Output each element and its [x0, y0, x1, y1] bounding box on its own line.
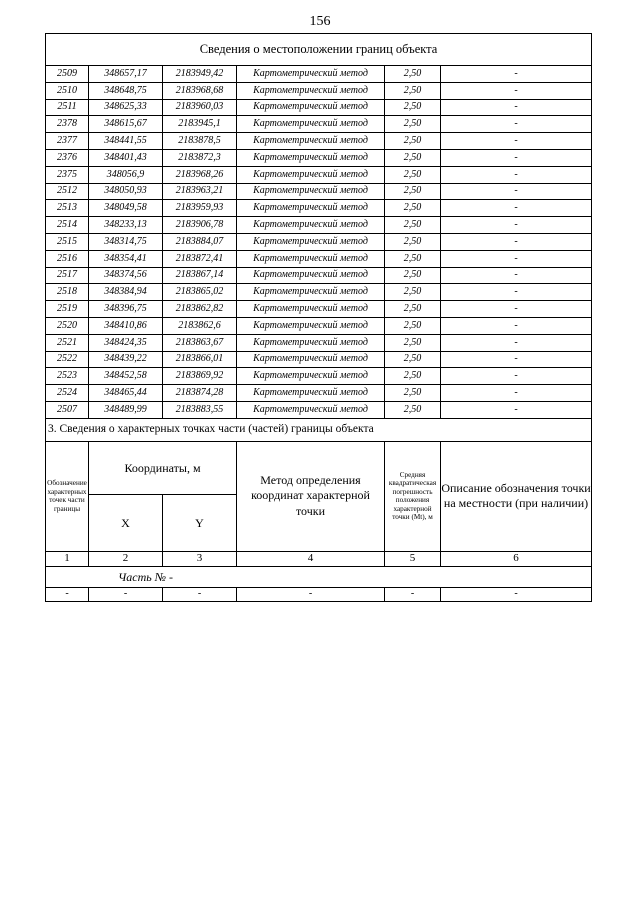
- description-cell: -: [441, 82, 592, 99]
- table-row: [46, 301, 592, 318]
- accuracy-cell: 2,50: [385, 116, 441, 133]
- accuracy-cell: 2,50: [385, 385, 441, 402]
- description-cell: -: [441, 334, 592, 351]
- description-cell: -: [441, 149, 592, 166]
- point-number-cell: 2524: [46, 385, 89, 402]
- y-coordinate-cell: 2183963,21: [163, 183, 237, 200]
- table-row: [46, 166, 592, 183]
- x-coordinate-cell: 348452,58: [89, 368, 163, 385]
- y-coordinate-cell: 2183906,78: [163, 217, 237, 234]
- x-coordinate-cell: 348314,75: [89, 233, 163, 250]
- point-number-cell: 2519: [46, 301, 89, 318]
- accuracy-cell: 2,50: [385, 267, 441, 284]
- description-cell: -: [441, 401, 592, 418]
- method-cell: Картометрический метод: [237, 284, 385, 301]
- part-label: Часть № -: [46, 566, 592, 587]
- y-coordinate-cell: 2183872,41: [163, 250, 237, 267]
- method-cell: Картометрический метод: [237, 334, 385, 351]
- table-row: [46, 82, 592, 99]
- column-number: 3: [163, 551, 237, 566]
- x-header: X: [89, 494, 163, 551]
- point-number-cell: 2513: [46, 200, 89, 217]
- x-coordinate-cell: 348374,56: [89, 267, 163, 284]
- method-cell: Картометрический метод: [237, 301, 385, 318]
- method-cell: Картометрический метод: [237, 233, 385, 250]
- method-cell: Картометрический метод: [237, 217, 385, 234]
- table-row: [46, 334, 592, 351]
- y-coordinate-cell: 2183945,1: [163, 116, 237, 133]
- y-coordinate-cell: 2183960,03: [163, 99, 237, 116]
- accuracy-cell: 2,50: [385, 233, 441, 250]
- x-coordinate-cell: 348489,99: [89, 401, 163, 418]
- x-coordinate-cell: 348439,22: [89, 351, 163, 368]
- boundary-table: [45, 33, 592, 602]
- y-coordinate-cell: 2183949,42: [163, 66, 237, 83]
- table-row: [46, 66, 592, 83]
- accuracy-cell: 2,50: [385, 284, 441, 301]
- method-cell: Картометрический метод: [237, 166, 385, 183]
- column-number: 5: [385, 551, 441, 566]
- method-cell: Картометрический метод: [237, 99, 385, 116]
- point-number-cell: 2376: [46, 149, 89, 166]
- point-number-cell: 2518: [46, 284, 89, 301]
- method-cell: Картометрический метод: [237, 116, 385, 133]
- empty-cell: -: [163, 587, 237, 601]
- table-row: [46, 217, 592, 234]
- y-coordinate-cell: 2183869,92: [163, 368, 237, 385]
- accuracy-cell: 2,50: [385, 217, 441, 234]
- method-cell: Картометрический метод: [237, 149, 385, 166]
- description-cell: -: [441, 385, 592, 402]
- y-coordinate-cell: 2183883,55: [163, 401, 237, 418]
- point-number-cell: 2510: [46, 82, 89, 99]
- x-coordinate-cell: 348233,13: [89, 217, 163, 234]
- point-number-cell: 2517: [46, 267, 89, 284]
- point-number-cell: 2377: [46, 133, 89, 150]
- y-coordinate-cell: 2183867,14: [163, 267, 237, 284]
- y-header: Y: [163, 494, 237, 551]
- empty-cell: -: [385, 587, 441, 601]
- column-number: 6: [441, 551, 592, 566]
- x-coordinate-cell: 348410,86: [89, 317, 163, 334]
- accuracy-cell: 2,50: [385, 82, 441, 99]
- accuracy-cell: 2,50: [385, 368, 441, 385]
- accuracy-cell: 2,50: [385, 401, 441, 418]
- description-cell: -: [441, 233, 592, 250]
- y-coordinate-cell: 2183872,3: [163, 149, 237, 166]
- point-number-cell: 2520: [46, 317, 89, 334]
- y-coordinate-cell: 2183866,01: [163, 351, 237, 368]
- accuracy-header: Средняя квадратическая погрешность положения характерной точки (Mt), м: [385, 441, 441, 551]
- x-coordinate-cell: 348384,94: [89, 284, 163, 301]
- y-coordinate-cell: 2183874,28: [163, 385, 237, 402]
- table-row: [46, 385, 592, 402]
- table-row: [46, 284, 592, 301]
- point-number-cell: 2516: [46, 250, 89, 267]
- description-cell: -: [441, 200, 592, 217]
- method-cell: Картометрический метод: [237, 351, 385, 368]
- y-coordinate-cell: 2183862,82: [163, 301, 237, 318]
- description-cell: -: [441, 317, 592, 334]
- point-number-cell: 2523: [46, 368, 89, 385]
- method-cell: Картометрический метод: [237, 385, 385, 402]
- x-coordinate-cell: 348648,75: [89, 82, 163, 99]
- accuracy-cell: 2,50: [385, 66, 441, 83]
- method-cell: Картометрический метод: [237, 183, 385, 200]
- accuracy-cell: 2,50: [385, 351, 441, 368]
- table-row: [46, 267, 592, 284]
- y-coordinate-cell: 2183968,68: [163, 82, 237, 99]
- description-cell: -: [441, 250, 592, 267]
- point-number-cell: 2511: [46, 99, 89, 116]
- x-coordinate-cell: 348401,43: [89, 149, 163, 166]
- accuracy-cell: 2,50: [385, 133, 441, 150]
- accuracy-cell: 2,50: [385, 99, 441, 116]
- x-coordinate-cell: 348354,41: [89, 250, 163, 267]
- table-row: [46, 233, 592, 250]
- x-coordinate-cell: 348441,55: [89, 133, 163, 150]
- table-row: [46, 351, 592, 368]
- description-cell: -: [441, 99, 592, 116]
- column-number: 4: [237, 551, 385, 566]
- method-header: Метод определения координат характерной точки: [237, 441, 385, 551]
- point-number-cell: 2509: [46, 66, 89, 83]
- table-row: [46, 200, 592, 217]
- accuracy-cell: 2,50: [385, 200, 441, 217]
- method-cell: Картометрический метод: [237, 133, 385, 150]
- method-cell: Картометрический метод: [237, 82, 385, 99]
- description-header: Описание обозначения точки на местности (при наличии): [441, 441, 592, 551]
- description-cell: -: [441, 284, 592, 301]
- x-coordinate-cell: 348615,67: [89, 116, 163, 133]
- table-row: [46, 183, 592, 200]
- table-row: [46, 250, 592, 267]
- point-number-cell: 2514: [46, 217, 89, 234]
- description-cell: -: [441, 133, 592, 150]
- x-coordinate-cell: 348657,17: [89, 66, 163, 83]
- x-coordinate-cell: 348465,44: [89, 385, 163, 402]
- x-coordinate-cell: 348050,93: [89, 183, 163, 200]
- table-row: [46, 401, 592, 418]
- point-number-cell: 2378: [46, 116, 89, 133]
- designation-header: Обозначение характерных точек части границы: [46, 441, 89, 551]
- table-row: [46, 317, 592, 334]
- column-number: 2: [89, 551, 163, 566]
- accuracy-cell: 2,50: [385, 317, 441, 334]
- column-number: 1: [46, 551, 89, 566]
- accuracy-cell: 2,50: [385, 166, 441, 183]
- accuracy-cell: 2,50: [385, 149, 441, 166]
- table-row: [46, 116, 592, 133]
- method-cell: Картометрический метод: [237, 368, 385, 385]
- table-row: [46, 149, 592, 166]
- y-coordinate-cell: 2183863,67: [163, 334, 237, 351]
- description-cell: -: [441, 116, 592, 133]
- point-number-cell: 2512: [46, 183, 89, 200]
- point-number-cell: 2507: [46, 401, 89, 418]
- description-cell: -: [441, 166, 592, 183]
- method-cell: Картометрический метод: [237, 200, 385, 217]
- y-coordinate-cell: 2183884,07: [163, 233, 237, 250]
- empty-cell: -: [89, 587, 163, 601]
- description-cell: -: [441, 217, 592, 234]
- empty-cell: -: [46, 587, 89, 601]
- empty-cell: -: [237, 587, 385, 601]
- accuracy-cell: 2,50: [385, 250, 441, 267]
- x-coordinate-cell: 348625,33: [89, 99, 163, 116]
- x-coordinate-cell: 348049,58: [89, 200, 163, 217]
- empty-cell: -: [441, 587, 592, 601]
- section3-title: 3. Сведения о характерных точках части (частей) границы объекта: [46, 418, 592, 441]
- y-coordinate-cell: 2183862,6: [163, 317, 237, 334]
- description-cell: -: [441, 301, 592, 318]
- description-cell: -: [441, 267, 592, 284]
- page-number: 156: [309, 14, 331, 29]
- method-cell: Картометрический метод: [237, 267, 385, 284]
- point-number-cell: 2521: [46, 334, 89, 351]
- description-cell: -: [441, 368, 592, 385]
- accuracy-cell: 2,50: [385, 301, 441, 318]
- method-cell: Картометрический метод: [237, 66, 385, 83]
- table-row: [46, 133, 592, 150]
- method-cell: Картометрический метод: [237, 401, 385, 418]
- x-coordinate-cell: 348056,9: [89, 166, 163, 183]
- x-coordinate-cell: 348424,35: [89, 334, 163, 351]
- y-coordinate-cell: 2183865,02: [163, 284, 237, 301]
- coordinates-header: Координаты, м: [89, 441, 237, 494]
- description-cell: -: [441, 183, 592, 200]
- table-row: [46, 99, 592, 116]
- description-cell: -: [441, 66, 592, 83]
- y-coordinate-cell: 2183968,26: [163, 166, 237, 183]
- point-number-cell: 2375: [46, 166, 89, 183]
- accuracy-cell: 2,50: [385, 334, 441, 351]
- point-number-cell: 2515: [46, 233, 89, 250]
- y-coordinate-cell: 2183878,5: [163, 133, 237, 150]
- x-coordinate-cell: 348396,75: [89, 301, 163, 318]
- y-coordinate-cell: 2183959,93: [163, 200, 237, 217]
- description-cell: -: [441, 351, 592, 368]
- method-cell: Картометрический метод: [237, 250, 385, 267]
- table-row: [46, 368, 592, 385]
- section-title: Сведения о местоположении границ объекта: [46, 34, 592, 66]
- accuracy-cell: 2,50: [385, 183, 441, 200]
- point-number-cell: 2522: [46, 351, 89, 368]
- method-cell: Картометрический метод: [237, 317, 385, 334]
